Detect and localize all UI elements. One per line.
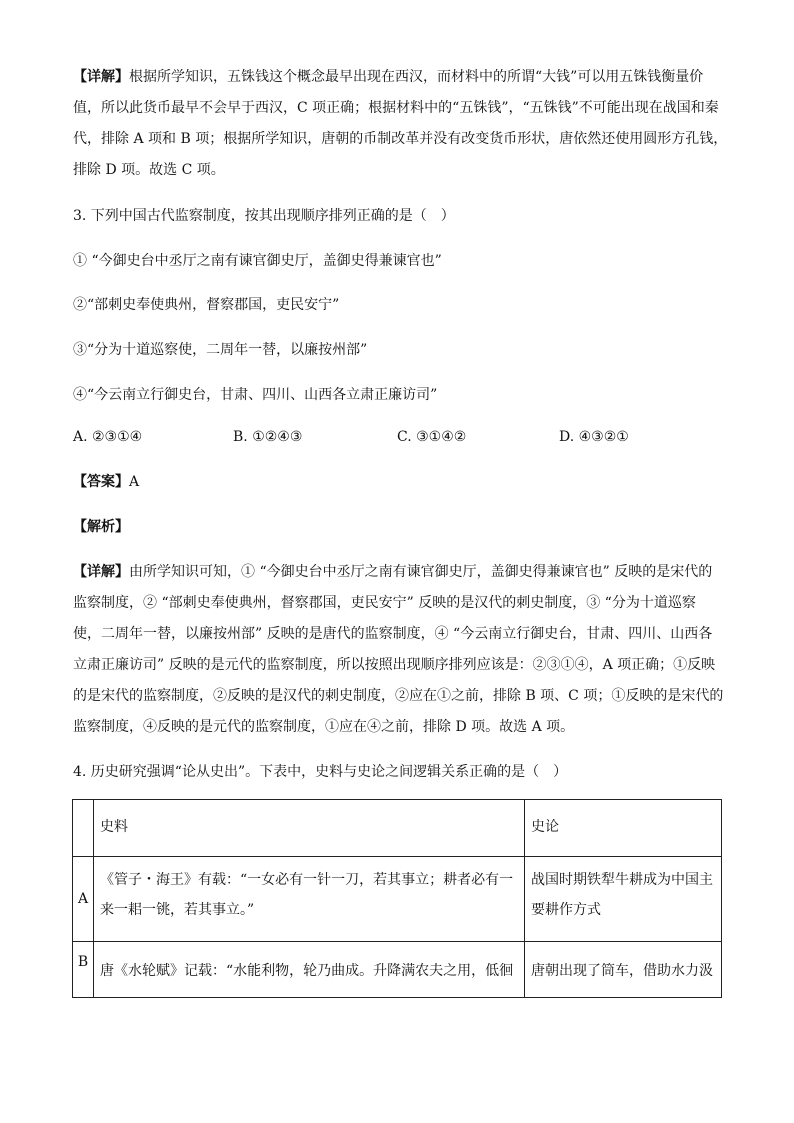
q3-item-3: ③“分为十道巡察使，二周年一替，以廉按州部” [73,342,368,358]
row-thesis: 唐朝出现了筒车，借助水力汲 [525,942,722,998]
q3-detail-line-4: 立肃正廉访司” 反映的是元代的监察制度，所以按照出现顺序排列应该是：②③①④，A 项正确；①反映 [73,657,716,673]
detail-tag: 【详解】 [73,564,129,580]
q3-item-1: ① “今御史台中丞厅之南有谏官御史厅，盖御史得兼谏官也” [73,253,442,269]
q3-option-a: A. ②③①④ [73,429,143,445]
q3-option-d: D. ④③②① [559,429,629,445]
row-label: A [73,857,94,942]
row-source: 《管子・海王》有载：“一女必有一针一刀，若其事立；耕者必有一来一耜一铫，若其事立。” [94,857,525,942]
q4-table [72,799,722,998]
row-source: 唐《水轮赋》记载：“水能利物，轮乃曲成。升降满农夫之用，低徊 [94,942,525,998]
q2-detail-line-3: 代，排除 A 项和 B 项；根据所学知识，唐朝的币制改革并没有改变货币形状，唐依然还使用圆形方孔钱， [73,131,728,147]
q3-detail-line-1: 【详解】由所学知识可知，① “今御史台中丞厅之南有谏官御史厅，盖御史得兼谏官也” 反映的是宋代的 [73,564,713,580]
q3-detail-line-5: 的是宋代的监察制度，②反映的是汉代的刺史制度，②应在①之前，排除 B 项、C 项；①反映的是宋代的 [73,688,724,704]
table-row [73,942,722,998]
q3-option-c: C. ③①④② [397,429,467,445]
row-label: B [73,942,94,998]
q3-item-2: ②“部刺史奉使典州，督察郡国，吏民安宁” [73,297,340,313]
q3-answer [73,472,139,492]
detail-tag: 【详解】 [73,69,129,85]
q3-analysis-tag: 【解析】 [73,519,129,535]
table-header-row [73,800,722,857]
header-label-cell [73,800,94,857]
q3-detail-line-3: 使，二周年一替，以廉按州部” 反映的是唐代的监察制度，④ “今云南立行御史台，甘肃、四川、山西各 [73,626,713,642]
row-thesis: 战国时期铁犁牛耕成为中国主要耕作方式 [525,857,722,942]
q3-option-b: B. ①②④③ [233,429,303,445]
q3-item-4: ④“今云南立行御史台，甘肃、四川、山西各立肃正廉访司” [73,387,438,403]
answer-tag: 【答案】 [73,474,129,490]
table-row [73,857,722,942]
q3-detail-line-2: 监察制度，② “部刺史奉使典州，督察郡国，吏民安宁” 反映的是汉代的刺史制度，③ “分为十道巡察 [73,595,696,611]
q2-detail-line-2: 值，所以此货币最早不会早于西汉，C 项正确；根据材料中的“五铢钱”，“五铢钱”不可能出现在战国和秦 [73,100,719,116]
header-source-cell: 史料 [94,800,525,857]
q4-stem: 4. 历史研究强调“论从史出”。下表中，史料与史论之间逻辑关系正确的是（ ） [73,764,568,780]
header-thesis-cell: 史论 [525,800,722,857]
q2-detail-line-1: 【详解】根据所学知识，五铢钱这个概念最早出现在西汉，而材料中的所谓“大钱”可以用五铢钱衡量价 [73,69,704,85]
answer-value: A [129,474,140,490]
q2-detail-line-4: 排除 D 项。故选 C 项。 [73,162,225,178]
q3-stem: 3. 下列中国古代监察制度，按其出现顺序排列正确的是（ ） [73,208,455,224]
q3-detail-line-6: 监察制度，④反映的是元代的监察制度，①应在④之前，排除 D 项。故选 A 项。 [73,719,575,735]
